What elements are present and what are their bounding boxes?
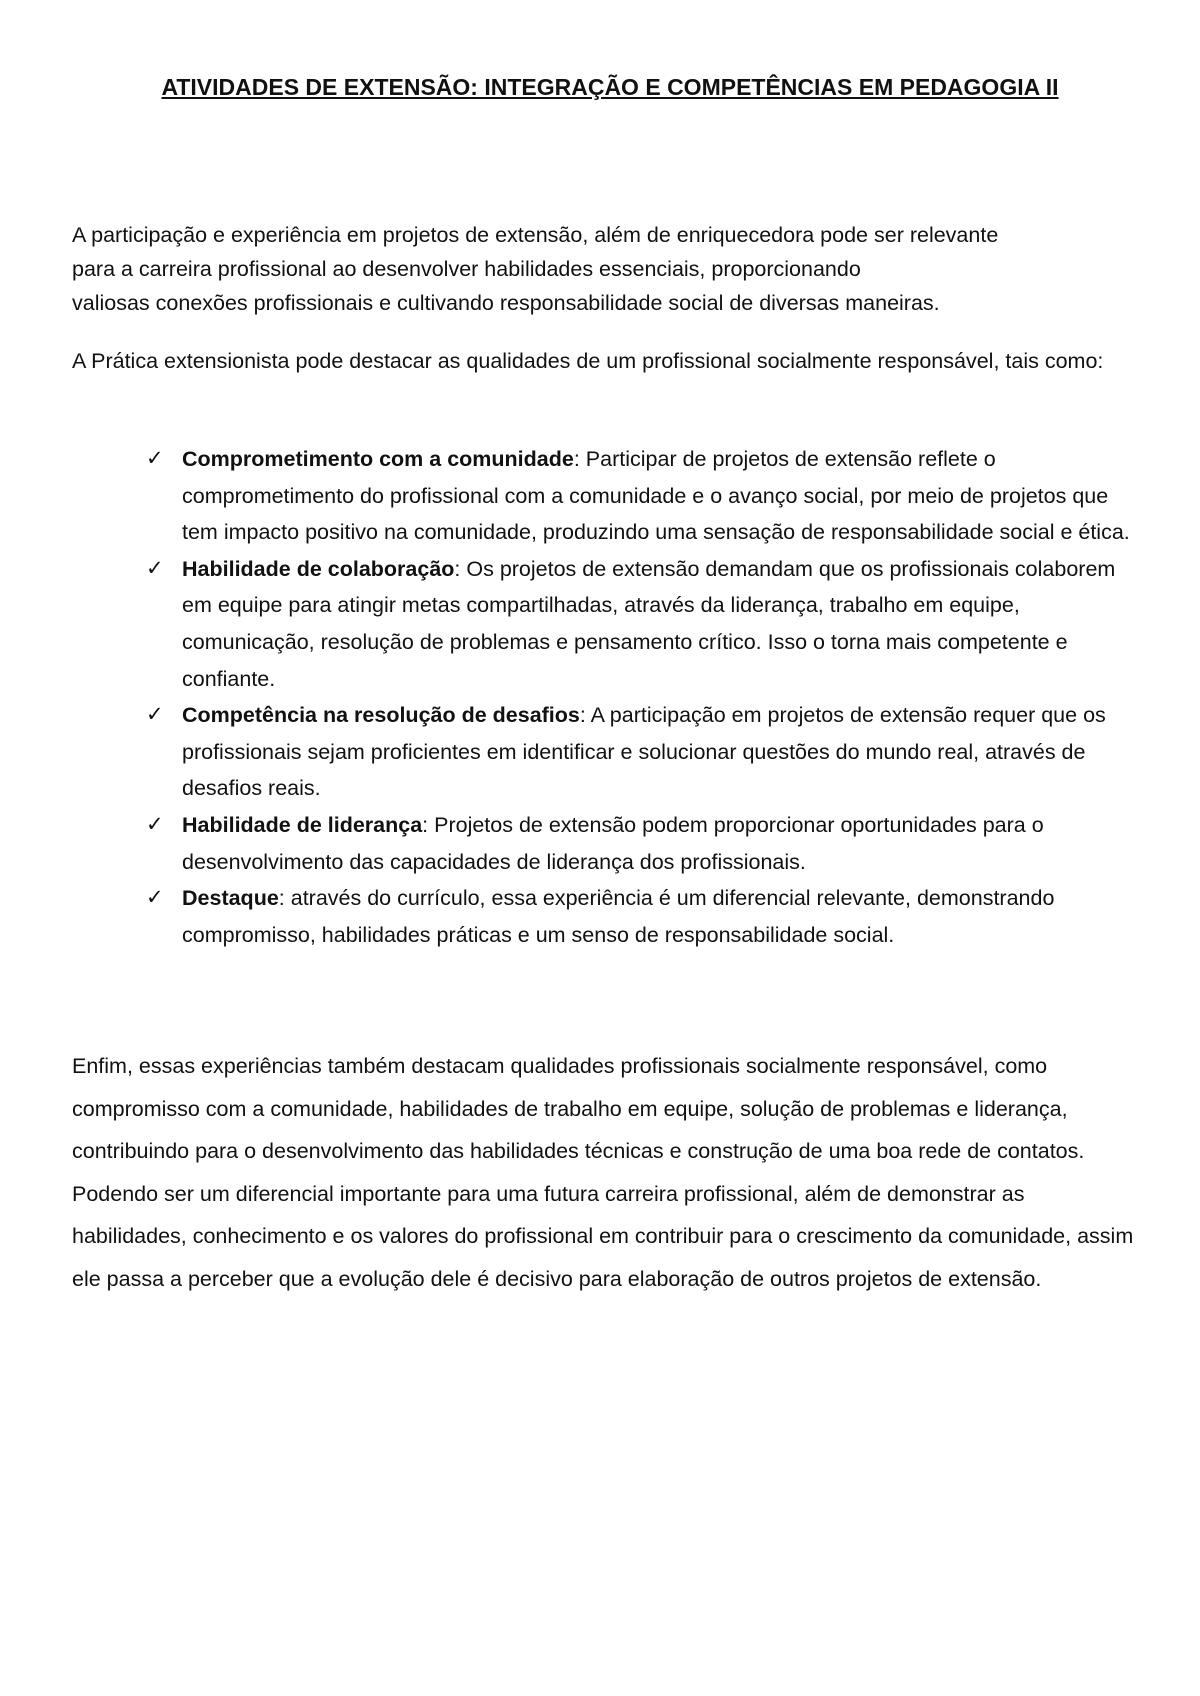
conclusion-paragraph: Enfim, essas experiências também destacam qualidades profissionais socialmente responsável, como compromisso com a comunidade, habilidades de trabalho em equipe, solução de problemas e liderança, contribuindo para o desenvolvimento das habilidades técnicas e construção de uma boa rede de contatos. Podendo ser um diferencial importante para uma futura carreira profissional, além de demonstrar as habilidades, conhecimento e os valores do profissional em contribuir para o crescimento da comunidade, assim ele passa a perceber que a evolução dele é decisivo para elaboração de outros projetos de extensão. (72, 1054, 1134, 1291)
quality-description: : Os projetos de extensão demandam que os profissionais colaborem em equipe para atingir metas compartilhadas, através da liderança, trabalho em equipe, comunicação, resolução de problemas e pensamento crítico. Isso o torna mais competente e confiante. (182, 556, 1116, 691)
list-item (72, 697, 1142, 807)
qualities-checklist (72, 441, 1142, 953)
practice-paragraph: A Prática extensionista pode destacar as qualidades de um profissional socialmente responsável, tais como: (72, 349, 1104, 373)
quality-term: Habilidade de liderança (182, 812, 423, 837)
quality-term: Competência na resolução de desafios (182, 703, 580, 728)
quality-description: : Participar de projetos de extensão reflete o comprometimento do profissional com a comunidade e o avanço social, por meio de projetos que tem impacto positivo na comunidade, produzindo uma sensação de responsabilidade social e ética. (182, 447, 1130, 545)
quality-description: : A participação em projetos de extensão requer que os profissionais sejam proficientes em identificar e solucionar questões do mundo real, através de desafios reais. (182, 703, 1106, 801)
list-item (72, 880, 1142, 953)
intro-line: para a carreira profissional ao desenvolver habilidades essenciais, proporcionando (72, 257, 861, 281)
quality-term: Habilidade de colaboração (182, 556, 455, 581)
document-title: ATIVIDADES DE EXTENSÃO: INTEGRAÇÃO E COMPETÊNCIAS EM PEDAGOGIA II (161, 74, 1059, 100)
quality-term: Comprometimento com a comunidade (182, 447, 574, 471)
intro-line: valiosas conexões profissionais e cultivando responsabilidade social de diversas maneiras. (72, 291, 940, 315)
quality-description: : Projetos de extensão podem proporcionar oportunidades para o desenvolvimento das capacidades de liderança dos profissionais. (182, 812, 1044, 874)
checkmark-icon: ✓ (146, 703, 164, 727)
checkmark-icon: ✓ (146, 447, 164, 470)
checkmark-icon: ✓ (146, 886, 164, 910)
quality-description: : através do currículo, essa experiência é um diferencial relevante, demonstrando compromisso, habilidades práticas e um senso de responsabilidade social. (182, 886, 1055, 947)
list-item (72, 441, 1142, 551)
intro-paragraph (72, 218, 1142, 320)
intro-line: A participação e experiência em projetos de extensão, além de enriquecedora pode ser relevante (72, 223, 999, 247)
list-item (72, 807, 1142, 880)
quality-term: Destaque (182, 886, 279, 911)
checkmark-icon: ✓ (146, 812, 164, 836)
checkmark-icon: ✓ (146, 556, 164, 580)
list-item (72, 551, 1142, 697)
